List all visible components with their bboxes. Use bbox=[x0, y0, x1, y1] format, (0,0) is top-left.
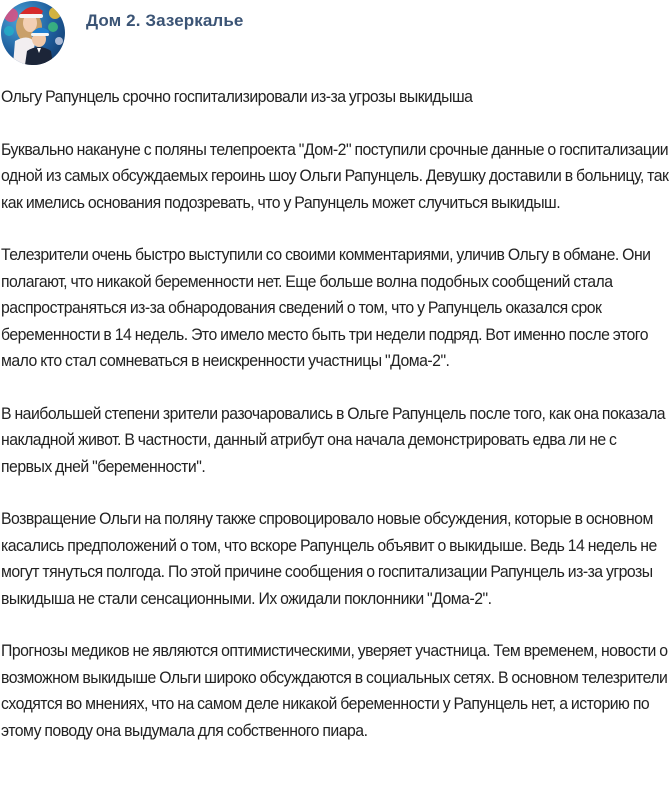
post-header bbox=[0, 0, 670, 70]
post-paragraph: Прогнозы медиков не являются оптимистическими, уверяет участница. Тем временем, новости о возможном выкидыше Ольги широко обсуждаются в социальных сетях. В основном телезрители сходятся во мнениях, что на самом деле никакой беременности у Рапунцель нет, а историю по этому поводу она выдумала для собственного пиара. bbox=[1, 641, 668, 740]
group-avatar[interactable] bbox=[1, 1, 65, 65]
post-paragraph: Возвращение Ольги на поляну также спровоцировало новые обсуждения, которые в основном касались предположений о том, что вскоре Рапунцель объявит о выкидыше. Ведь 14 недель не могут тянуться полгода. По этой причине сообщения о госпитализации Рапунцель из-за угрозы выкидыша не стали сенсационными. Их ожидали поклонники "Дома-2". bbox=[1, 509, 657, 608]
post-title: Ольгу Рапунцель срочно госпитализировали из-за угрозы выкидыша bbox=[1, 87, 473, 106]
group-avatar-image-icon bbox=[1, 1, 65, 65]
post-paragraph: Телезрители очень быстро выступили со своими комментариями, уличив Ольгу в обмане. Они полагают, что никакой беременности нет. Еще больше волна подобных сообщений стала распространяться из-за обнародования сведений о том, что у Рапунцель оказался срок беременности в 14 недель. Это имело место быть три недели подряд. Вот именно после этого мало кто стал сомневаться в неискренности участницы "Дома-2". bbox=[1, 245, 651, 371]
group-name-link[interactable]: Дом 2. Зазеркалье bbox=[86, 11, 244, 30]
post-paragraph: Буквально накануне с поляны телепроекта "Дом-2" поступили срочные данные о госпитализации одной из самых обсуждаемых героинь шоу Ольги Рапунцель. Девушку доставили в больницу, так как имелись основания подозревать, что у Рапунцель может случиться выкидыш. bbox=[1, 139, 669, 212]
post-body bbox=[1, 84, 669, 744]
post-paragraph: В наибольшей степени зрители разочаровались в Ольге Рапунцель после того, как она показала накладной живот. В частности, данный атрибут она начала демонстрировать едва ли не с первых дней "беременности". bbox=[1, 403, 666, 476]
